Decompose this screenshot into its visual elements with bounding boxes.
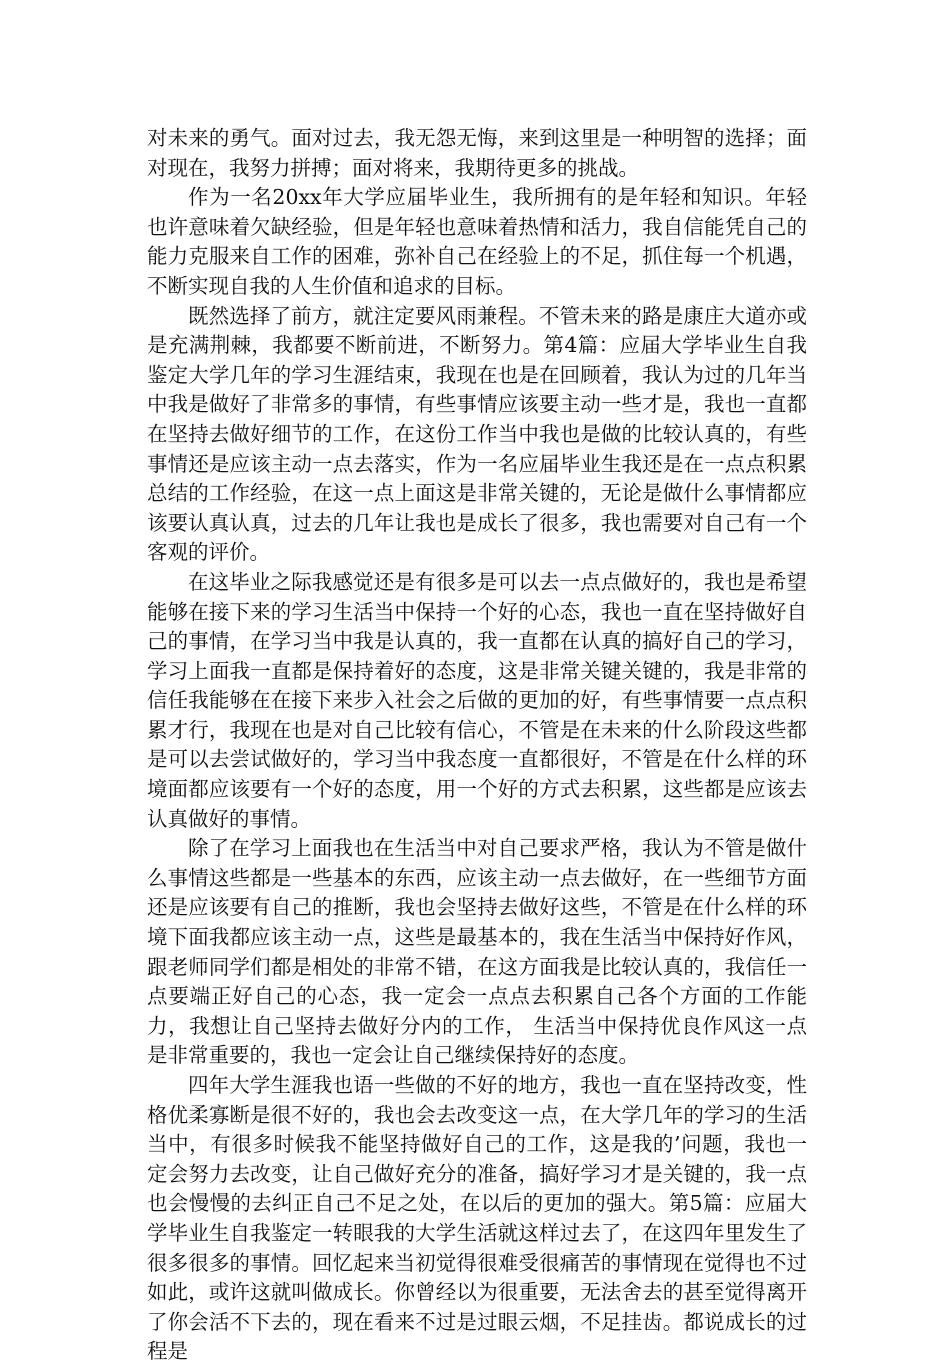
paragraph: 四年大学生涯我也语一些做的不好的地方，我也一直在坚持改变，性格优柔寡断是很不好的，我也会去改变这一点，在大学几年的学习的生活当中，有很多时候我不能坚持做好自己的工作，这是我的’问题，我也一定会努力去改变，让自己做好充分的准备，搞好学习才是关键的，我一点也会慢慢的去纠正自己不足之处，在以后的更加的强大。第5篇：应届大学毕业生自我鉴定一转眼我的大学生活就这样过去了，在这四年里发生了很多很多的事情。回忆起来当初觉得很难受很痛苦的事情现在觉得也不过如此，或许这就叫做成长。你曾经以为很重要，无法舍去的甚至觉得离开了你会活不下去的，现在看来不过是过眼云烟，不足挂齿。都说成长的过程是 — [147, 1073, 807, 1364]
document-body — [147, 124, 807, 1367]
paragraph: 既然选择了前方，就注定要风雨兼程。不管未来的路是康庄大道亦或是充满荆棘，我都要不断前进，不断努力。第4篇：应届大学毕业生自我鉴定大学几年的学习生涯结束，我现在也是在回顾着，我认为过的几年当中我是做好了非常多的事情，有些事情应该要主动一些才是，我也一直都在坚持去做好细节的工作，在这份工作当中我也是做的比较认真的，有些事情还是应该主动一点去落实，作为一名应届毕业生我还是在一点点积累总结的工作经验，在这一点上面这是非常关键的，无论是做什么事情都应该要认真认真，过去的几年让我也是成长了很多，我也需要对自己有一个客观的评价。 — [147, 303, 807, 565]
paragraph: 在这毕业之际我感觉还是有很多是可以去一点点做好的，我也是希望能够在接下来的学习生活当中保持一个好的心态，我也一直在坚持做好自己的事情，在学习当中我是认真的，我一直都在认真的搞好自己的学习，学习上面我一直都是保持着好的态度，这是非常关键关键的，我是非常的信任我能够在在接下来步入社会之后做的更加的好，有些事情要一点点积累才行，我现在也是对自己比较有信心，不管是在未来的什么阶段这些都是可以去尝试做好的，学习当中我态度一直都很好，不管是在什么样的环境面都应该要有一个好的态度，用一个好的方式去积累，这些都是应该去认真做好的事情。 — [147, 569, 807, 831]
paragraph-continued: 对未来的勇气。面对过去，我无怨无悔，来到这里是一种明智的选择；面对现在，我努力拼搏；面对将来，我期待更多的挑战。 — [147, 126, 807, 180]
paragraph: 除了在学习上面我也在生活当中对自己要求严格，我认为不管是做什么事情这些都是一些基本的东西，应该主动一点去做好，在一些细节方面还是应该要有自己的推断，我也会坚持去做好这些，不管是在什么样的环境下面我都应该主动一点，这些是最基本的，我在生活当中保持好作风，跟老师同学们都是相处的非常不错，在这方面我是比较认真的，我信任一点要端正好自己的心态，我一定会一点点去积累自己各个方面的工作能力，我想让自己坚持去做好分内的工作， 生活当中保持优良作风这一点是非常重要的，我也一定会让自己继续保持好的态度。 — [147, 836, 807, 1068]
paragraph: 作为一名20xx年大学应届毕业生，我所拥有的是年轻和知识。年轻也许意味着欠缺经验，但是年轻也意味着热情和活力，我自信能凭自己的能力克服来自工作的困难，弥补自己在经验上的不足，抓住每一个机遇，不断实现自我的人生价值和追求的目标。 — [147, 185, 807, 298]
